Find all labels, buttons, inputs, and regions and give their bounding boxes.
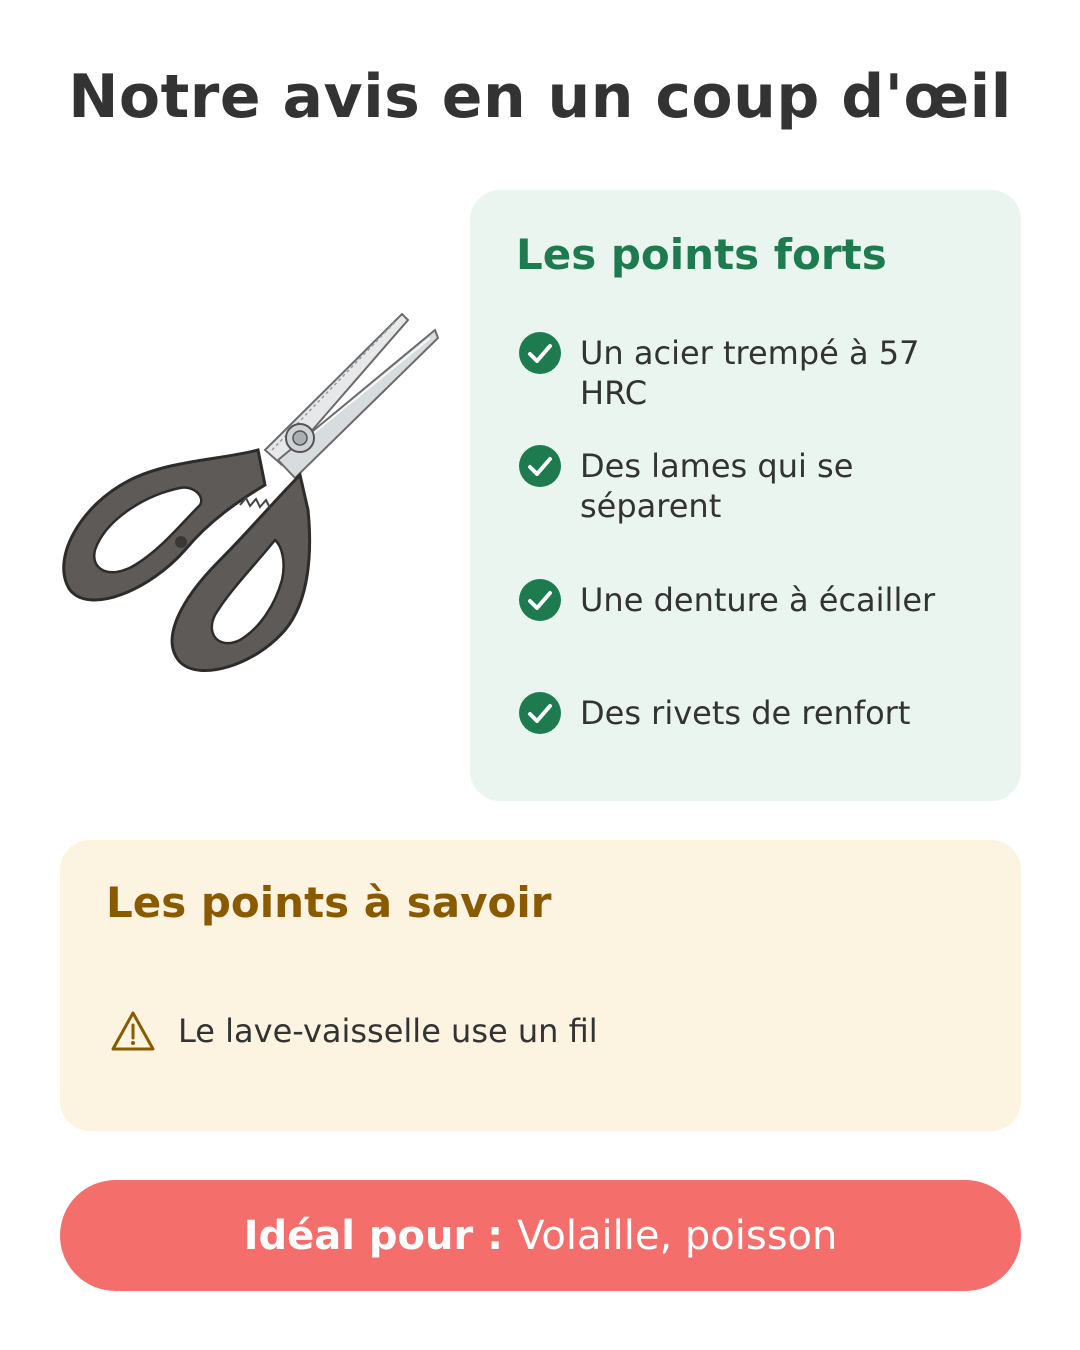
warning-icon — [110, 1010, 156, 1052]
pros-card — [470, 190, 1021, 801]
check-circle-icon — [518, 578, 562, 622]
ideal-for-value: Volaille, poisson — [517, 1212, 838, 1259]
cons-heading: Les points à savoir — [106, 878, 552, 927]
pro-item — [518, 333, 988, 413]
page-title: Notre avis en un coup d'œil — [68, 62, 1012, 132]
pros-heading: Les points forts — [516, 230, 887, 279]
con-item-text: Le lave-vaisselle use un fil — [178, 1012, 598, 1050]
pro-item-text: Des lames qui se séparent — [580, 447, 854, 525]
cons-card — [60, 840, 1021, 1131]
check-circle-icon — [518, 444, 562, 488]
kitchen-scissors-icon — [50, 300, 450, 690]
pro-item — [518, 580, 988, 622]
pro-item-text: Une denture à écailler — [580, 581, 936, 619]
ideal-for-label: Idéal pour : — [243, 1212, 504, 1259]
pro-item-text: Des rivets de renfort — [580, 694, 911, 732]
pro-item — [518, 446, 988, 526]
ideal-for-banner — [60, 1180, 1021, 1291]
pro-item-text: Un acier trempé à 57 HRC — [580, 334, 920, 412]
check-circle-icon — [518, 331, 562, 375]
product-image — [50, 300, 450, 690]
pro-item — [518, 693, 988, 735]
con-item — [110, 1010, 598, 1052]
check-circle-icon — [518, 691, 562, 735]
